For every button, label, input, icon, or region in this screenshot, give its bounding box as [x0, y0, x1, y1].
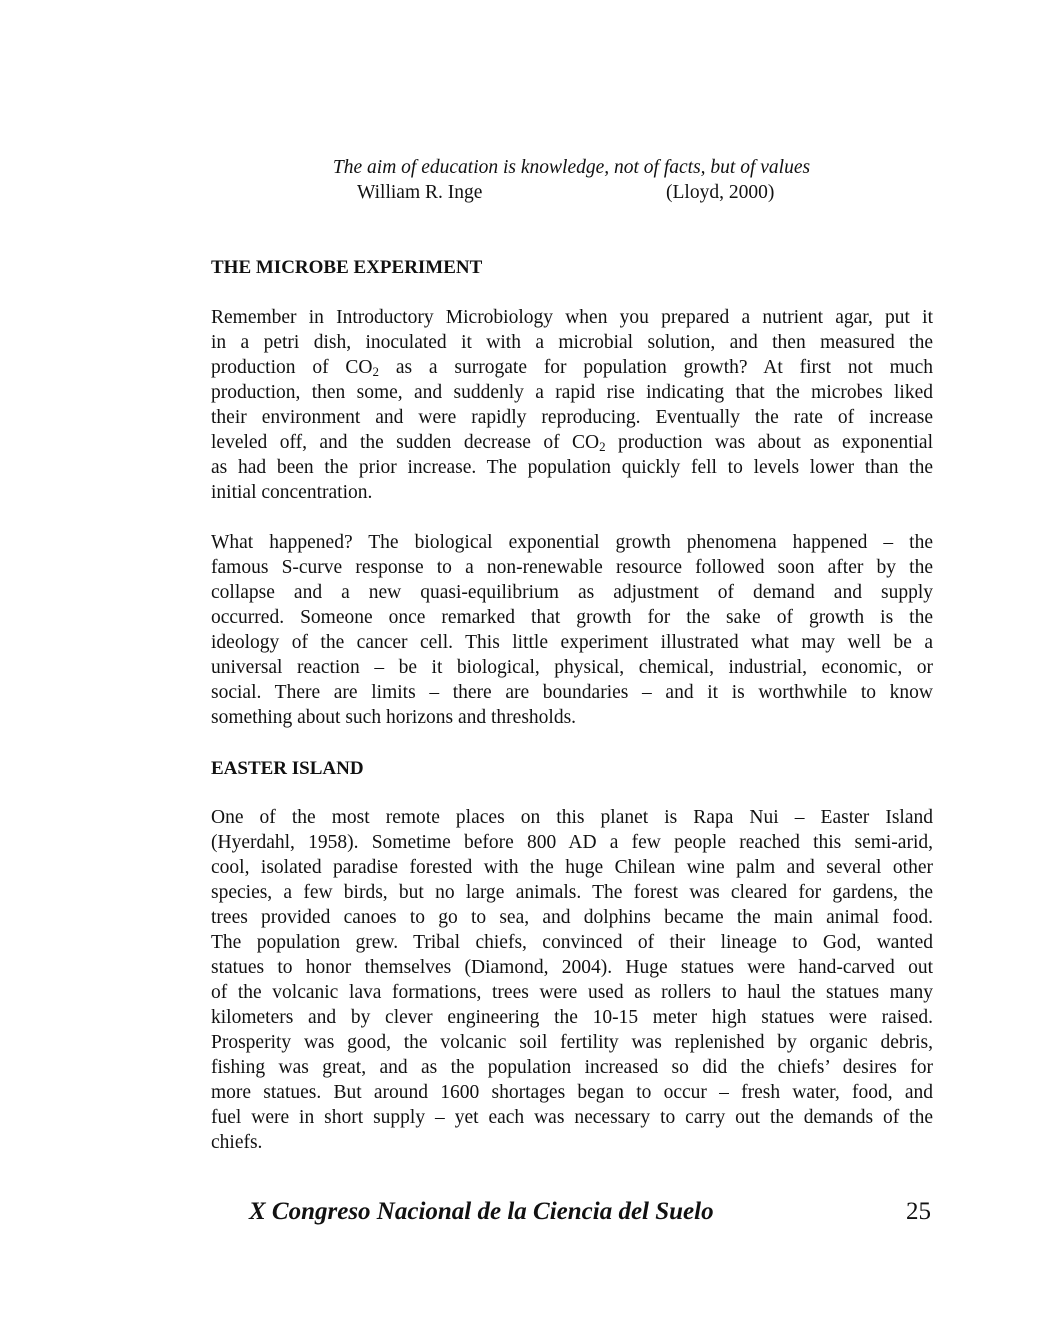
- text-line: fuel were in short supply – yet each was necessary to carry out the demands of the: [211, 1107, 933, 1128]
- text-line: their environment and were rapidly reproducing. Eventually the rate of increase: [211, 407, 933, 428]
- text-line: more statues. But around 1600 shortages began to occur – fresh water, food, and: [211, 1082, 933, 1103]
- section-heading-microbe-experiment: THE MICROBE EXPERIMENT: [211, 257, 483, 278]
- text-line: trees provided canoes to go to sea, and dolphins became the main animal food.: [211, 907, 933, 928]
- subscript: 2: [599, 439, 606, 454]
- text-line: kilometers and by clever engineering the 10-15 meter high statues were raised.: [211, 1007, 933, 1028]
- text-line: famous S-curve response to a non-renewable resource followed soon after by the: [211, 557, 933, 578]
- text-line: species, a few birds, but no large animals. The forest was cleared for gardens, the: [211, 882, 933, 903]
- text-line: as had been the prior increase. The population quickly fell to levels lower than the: [211, 457, 933, 478]
- text-line: (Hyerdahl, 1958). Sometime before 800 AD a few people reached this semi-arid,: [211, 832, 933, 853]
- text-line: Prosperity was good, the volcanic soil fertility was replenished by organic debris,: [211, 1032, 933, 1053]
- text-line: social. There are limits – there are boundaries – and it is worthwhile to know: [211, 682, 933, 703]
- text-line: production of $CO_2$ as a surrogate for population growth? At first not much: [211, 357, 933, 379]
- footer-conference-title: X Congreso Nacional de la Ciencia del Suelo: [249, 1198, 714, 1225]
- text-line: occurred. Someone once remarked that growth for the sake of growth is the: [211, 607, 933, 628]
- section-heading-easter-island: EASTER ISLAND: [211, 758, 364, 779]
- text-line: collapse and a new quasi-equilibrium as adjustment of demand and supply: [211, 582, 933, 603]
- text-line: One of the most remote places on this planet is Rapa Nui – Easter Island: [211, 807, 933, 828]
- footer-page-number: 25: [906, 1198, 931, 1225]
- epigraph-quote: The aim of education is knowledge, not of facts, but of values: [332, 157, 811, 178]
- text-line: What happened? The biological exponential growth phenomena happened – the: [211, 532, 933, 553]
- epigraph-citation: (Lloyd, 2000): [666, 182, 775, 203]
- subscript: 2: [372, 364, 379, 379]
- text-line: initial concentration.: [211, 482, 373, 503]
- text-line: statues to honor themselves (Diamond, 2004). Huge statues were hand-carved out: [211, 957, 933, 978]
- text-line: something about such horizons and thresholds.: [211, 707, 577, 728]
- text-line: ideology of the cancer cell. This little experiment illustrated what may well be a: [211, 632, 933, 653]
- text-line: The population grew. Tribal chiefs, convinced of their lineage to God, wanted: [211, 932, 933, 953]
- paragraph-microbe-1: [211, 305, 933, 505]
- epigraph-author: William R. Inge: [357, 182, 483, 203]
- paragraph-easter-island: [211, 805, 933, 1155]
- text-line: production, then some, and suddenly a rapid rise indicating that the microbes liked: [211, 382, 933, 403]
- text-line: Remember in Introductory Microbiology when you prepared a nutrient agar, put it: [211, 307, 933, 328]
- text-line: of the volcanic lava formations, trees were used as rollers to haul the statues many: [211, 982, 933, 1003]
- text-line: cool, isolated paradise forested with the huge Chilean wine palm and several other: [211, 857, 933, 878]
- text-line: chiefs.: [211, 1132, 263, 1153]
- paragraph-microbe-2: [211, 530, 933, 730]
- text-line: universal reaction – be it biological, physical, chemical, industrial, economic, or: [211, 657, 933, 678]
- text-line: in a petri dish, inoculated it with a microbial solution, and then measured the: [211, 332, 933, 353]
- text-line: leveled off, and the sudden decrease of $CO_2$ production was about as exponential: [211, 432, 933, 454]
- text-line: fishing was great, and as the population increased so did the chiefs’ desires for: [211, 1057, 933, 1078]
